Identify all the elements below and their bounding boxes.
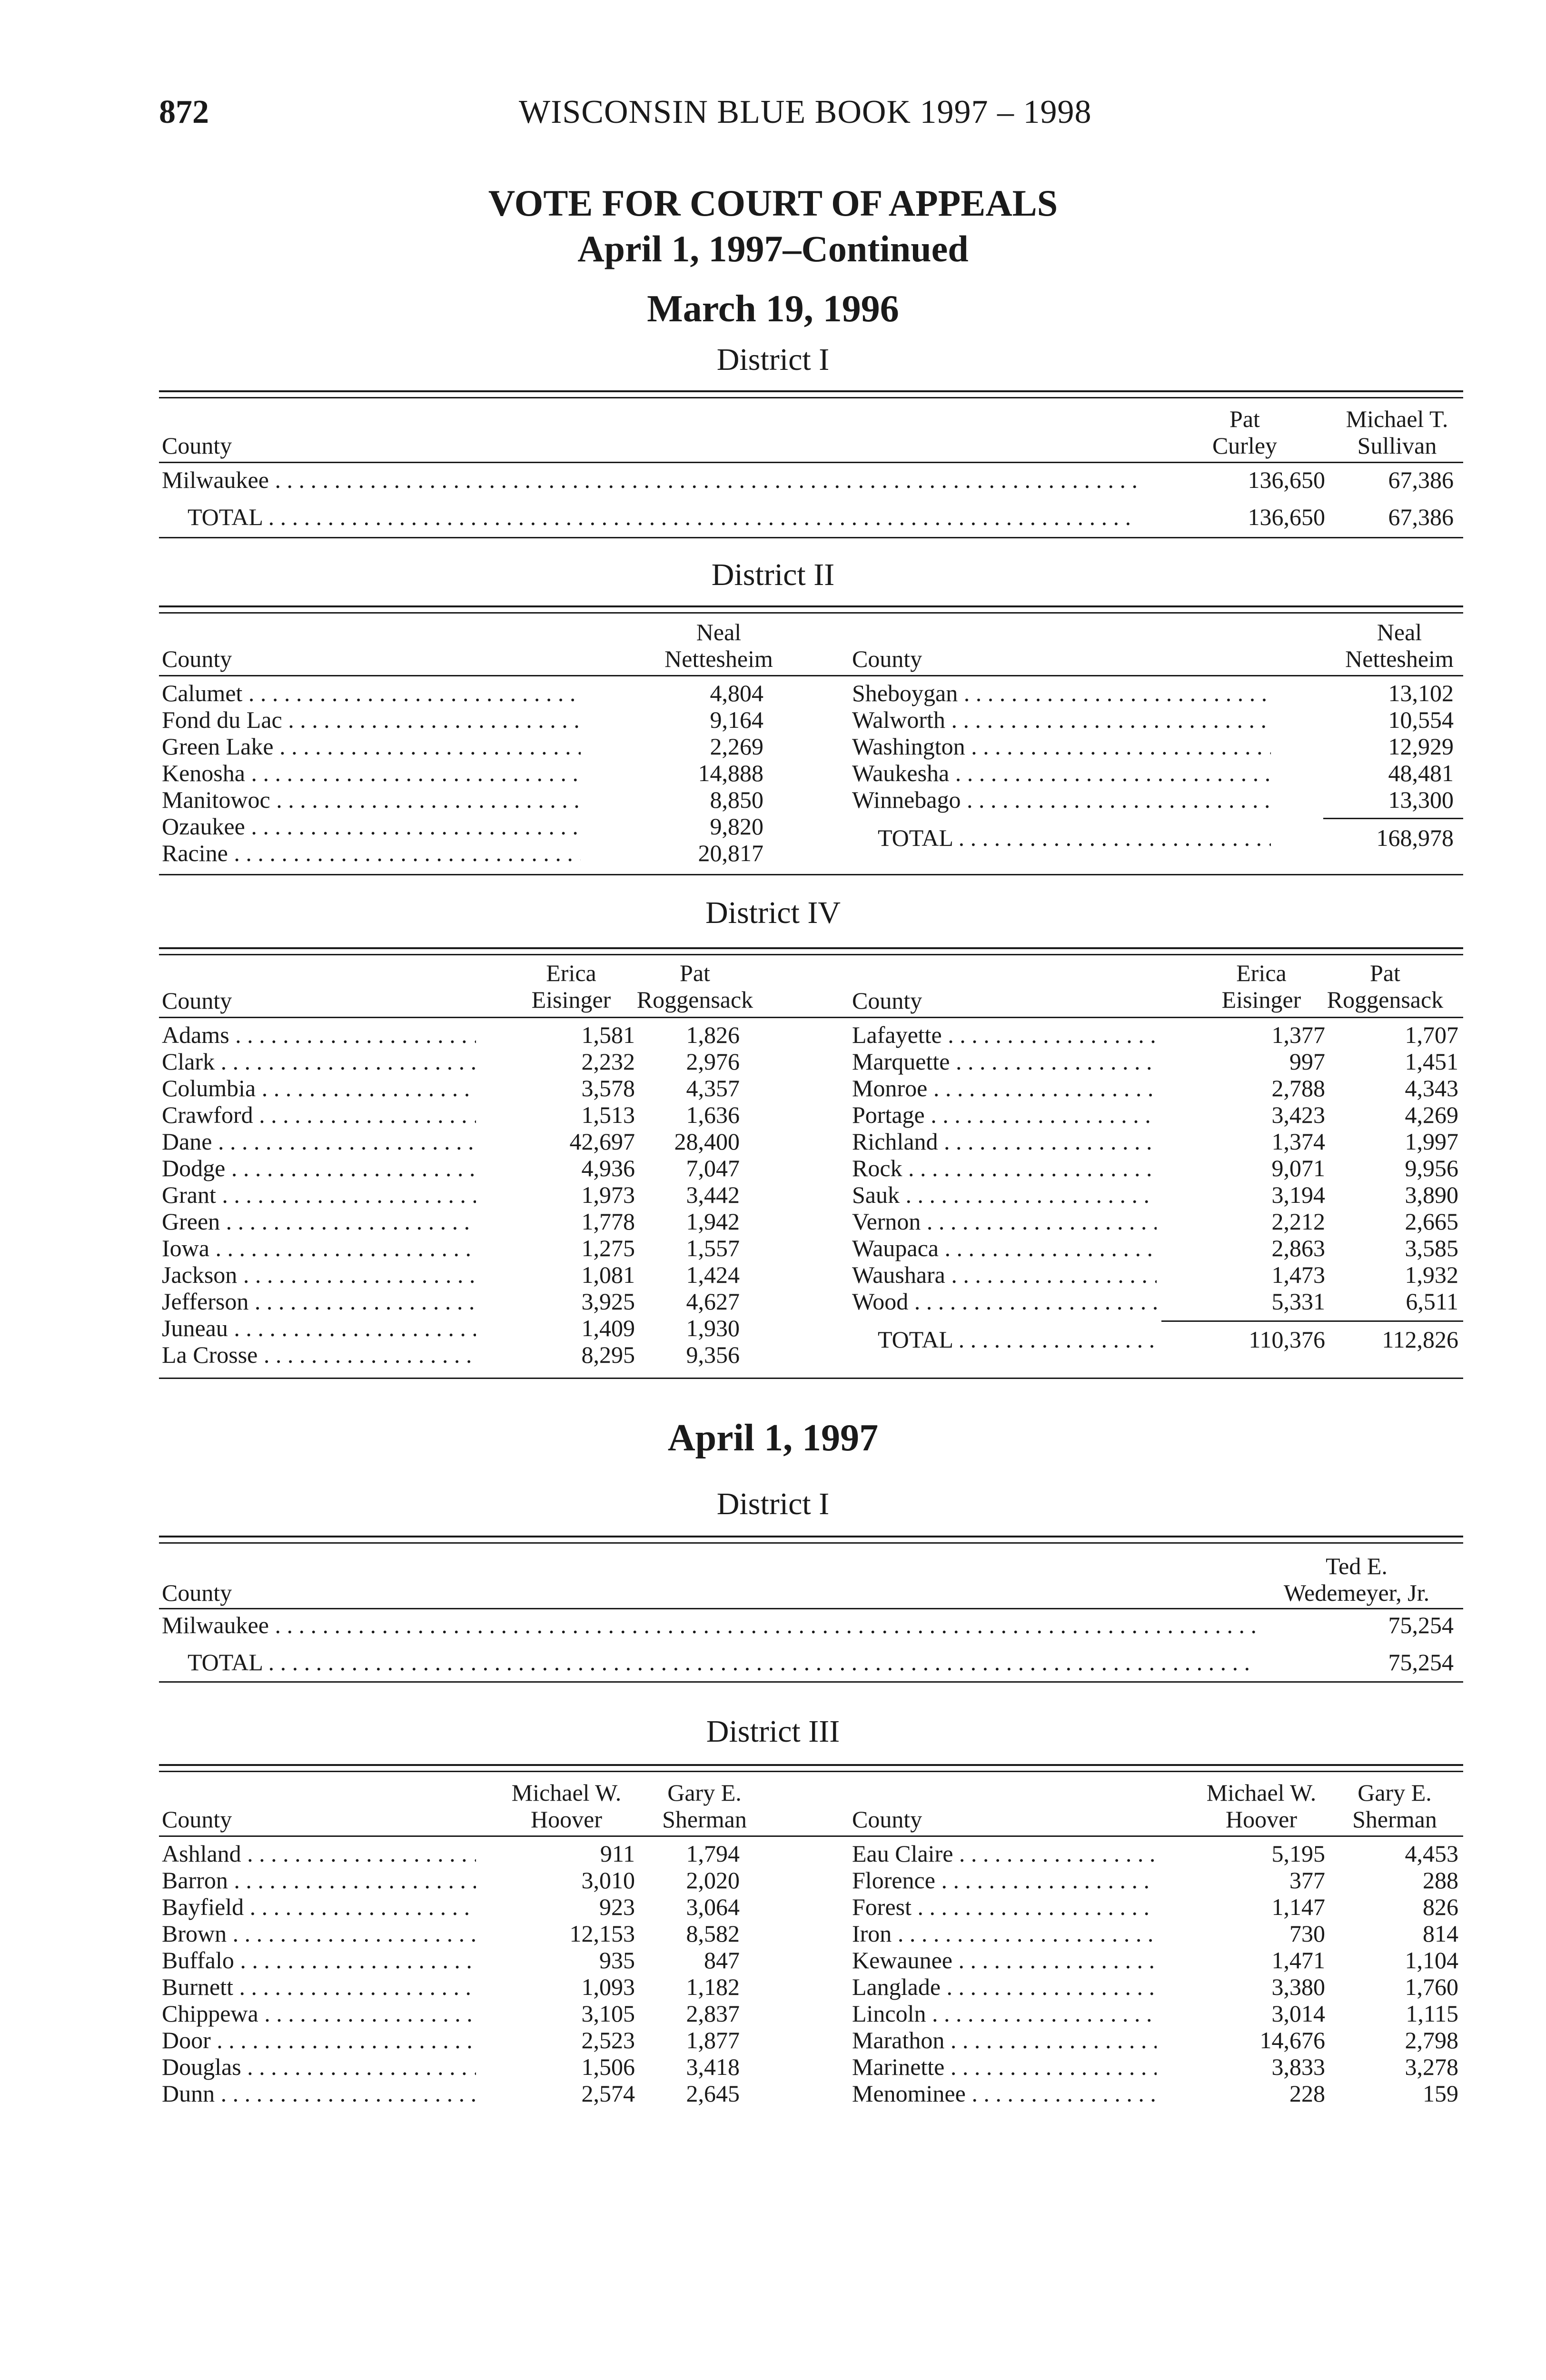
vote-count-candidate-1: 3,833 — [1271, 2053, 1325, 2080]
vote-count-candidate-2: 1,760 — [1405, 1973, 1458, 2000]
vote-count-candidate-1: 935 — [599, 1947, 635, 1973]
table-row — [849, 1128, 1463, 1155]
table-row — [849, 733, 1463, 760]
county-name: Grant . . . — [162, 1181, 476, 1208]
county-name: La Crosse . . . — [162, 1341, 476, 1368]
county-name: Ozaukee . . . — [162, 813, 581, 840]
vote-count-candidate-1: 12,153 — [569, 1920, 635, 1947]
county-name: Manitowoc . . . — [162, 786, 581, 813]
table-row — [849, 680, 1463, 706]
table-row — [159, 1840, 778, 1867]
vote-count-candidate-1: 1,147 — [1271, 1894, 1325, 1920]
table-row — [849, 1235, 1463, 1261]
table-row — [159, 1947, 778, 1973]
vote-count-candidate-2: 159 — [1423, 2080, 1458, 2107]
table-1997-district3-right — [849, 1840, 1463, 2116]
county-name: Clark . . . — [162, 1048, 476, 1075]
vote-count-candidate-2: 1,451 — [1405, 1048, 1458, 1075]
table-row — [849, 2000, 1463, 2027]
county-name: Lafayette . . . — [852, 1021, 1157, 1048]
vote-count-candidate-1: 1,973 — [581, 1181, 635, 1208]
county-name: Barron . . . — [162, 1867, 476, 1894]
vote-count-candidate-2: 8,582 — [686, 1920, 740, 1947]
county-name: Langlade . . . — [852, 1973, 1157, 2000]
header-candidate-eisinger-right: Erica Eisinger — [1221, 960, 1301, 1013]
county-name: Douglas . . . — [162, 2053, 476, 2080]
county-name: Door . . . — [162, 2027, 476, 2053]
county-name: Portage . . . — [852, 1101, 1157, 1128]
vote-count-candidate-2: 9,956 — [1405, 1155, 1458, 1181]
table-row — [159, 2080, 778, 2107]
county-name: Iron . . . — [852, 1920, 1157, 1947]
vote-count-candidate-1: 3,194 — [1271, 1181, 1325, 1208]
county-name: Rock . . . — [852, 1155, 1157, 1181]
county-name: Lincoln . . . — [852, 2000, 1157, 2027]
county-name: Buffalo . . . — [162, 1947, 476, 1973]
table-row — [159, 1235, 778, 1261]
header-candidate-sherman-right: Gary E. Sherman — [1352, 1779, 1437, 1833]
vote-count-candidate-2: 1,557 — [686, 1235, 740, 1261]
table-row — [159, 1894, 778, 1920]
county-name: Monroe . . . — [852, 1075, 1157, 1101]
vote-count-candidate-1: 1,275 — [581, 1235, 635, 1261]
county-name: Ashland . . . — [162, 1840, 476, 1867]
county-name: Jackson . . . — [162, 1261, 476, 1288]
page-subtitle: April 1, 1997–Continued — [577, 228, 969, 269]
table-row — [849, 1155, 1463, 1181]
vote-count: 20,817 — [698, 840, 763, 866]
vote-count-candidate-1: 1,093 — [581, 1973, 635, 2000]
column-header-county-left: County — [162, 987, 232, 1014]
county-name: Waushara . . . — [852, 1261, 1157, 1288]
vote-count-candidate-2: 814 — [1423, 1920, 1458, 1947]
total-label: TOTAL . . . — [188, 504, 1138, 530]
vote-count: 4,804 — [710, 680, 763, 706]
county-name: Florence . . . — [852, 1867, 1157, 1894]
vote-count: 13,102 — [1388, 680, 1454, 706]
vote-count-candidate-1: 1,581 — [581, 1021, 635, 1048]
rule — [159, 1608, 1463, 1609]
vote-count-candidate-2: 4,269 — [1405, 1101, 1458, 1128]
rule — [159, 1764, 1463, 1766]
vote-count-candidate-1: 3,010 — [581, 1867, 635, 1894]
vote-count-candidate-1: 110,376 — [1249, 1326, 1325, 1353]
county-name: Dane . . . — [162, 1128, 476, 1155]
county-name: Forest . . . — [852, 1894, 1157, 1920]
page-number: 872 — [159, 94, 209, 130]
table-row — [159, 1612, 1463, 1638]
column-header-county-left: County — [162, 1806, 232, 1833]
table-row — [849, 1261, 1463, 1288]
column-header-county-right: County — [852, 987, 922, 1014]
vote-count-candidate-2: 2,020 — [686, 1867, 740, 1894]
vote-count: 9,820 — [710, 813, 763, 840]
table-row — [159, 1101, 778, 1128]
vote-count-candidate-1: 2,212 — [1271, 1208, 1325, 1235]
county-name: Green . . . — [162, 1208, 476, 1235]
header-candidate-roggensack-left: Pat Roggensack — [636, 960, 753, 1013]
rule — [159, 1017, 1463, 1018]
county-name: Chippewa . . . — [162, 2000, 476, 2027]
table-row — [159, 733, 778, 760]
vote-count-candidate-2: 3,064 — [686, 1894, 740, 1920]
vote-count-candidate-2: 3,585 — [1405, 1235, 1458, 1261]
vote-count-candidate-2: 1,182 — [686, 1973, 740, 2000]
vote-count: 2,269 — [710, 733, 763, 760]
vote-count-candidate-1: 2,574 — [581, 2080, 635, 2107]
table-1996-district4-left — [159, 1021, 778, 1374]
table-row — [849, 786, 1463, 813]
vote-count-candidate-1: 1,081 — [581, 1261, 635, 1288]
table-row — [159, 466, 1463, 493]
vote-count: 168,978 — [1376, 824, 1454, 851]
header-candidate-eisinger-left: Erica Eisinger — [531, 960, 611, 1013]
table-row — [849, 2053, 1463, 2080]
header-candidate-wedemeyer: Ted E. Wedemeyer, Jr. — [1283, 1553, 1430, 1606]
table-row — [849, 760, 1463, 786]
vote-count-candidate-1: 9,071 — [1271, 1155, 1325, 1181]
vote-count-candidate-1: 1,473 — [1271, 1261, 1325, 1288]
vote-count-candidate-1: 3,925 — [581, 1288, 635, 1315]
vote-count-candidate-2: 3,278 — [1405, 2053, 1458, 2080]
table-row — [159, 1315, 778, 1341]
county-name: Bayfield . . . — [162, 1894, 476, 1920]
county-name: Jefferson . . . — [162, 1288, 476, 1315]
vote-count-candidate-2: 1,942 — [686, 1208, 740, 1235]
county-name: Waukesha . . . — [852, 760, 1271, 786]
table-row — [159, 1208, 778, 1235]
vote-count-candidate-2: 826 — [1423, 1894, 1458, 1920]
table-1996-district1 — [159, 466, 1463, 533]
rule — [159, 874, 1463, 875]
county-name: Winnebago . . . — [852, 786, 1271, 813]
vote-count-candidate-1: 5,331 — [1271, 1288, 1325, 1315]
table-row — [159, 1021, 778, 1048]
vote-count-candidate-2: 4,343 — [1405, 1075, 1458, 1101]
county-name: Kenosha . . . — [162, 760, 581, 786]
table-1996-district2-right — [849, 680, 1463, 870]
table-row — [159, 2000, 778, 2027]
table-row — [159, 2027, 778, 2053]
vote-count-candidate-2: 6,511 — [1406, 1288, 1458, 1315]
vote-count-candidate-1: 4,936 — [581, 1155, 635, 1181]
rule — [159, 397, 1463, 398]
table-row — [849, 2027, 1463, 2053]
table-row — [159, 1341, 778, 1368]
column-header-county-left: County — [162, 645, 232, 672]
vote-count-candidate-1: 3,014 — [1271, 2000, 1325, 2027]
date-heading-1997: April 1, 1997 — [667, 1417, 879, 1459]
vote-count-candidate-1: 730 — [1289, 1920, 1325, 1947]
county-name: Crawford . . . — [162, 1101, 476, 1128]
table-row-total — [159, 504, 1463, 530]
rule — [159, 462, 1463, 463]
table-row — [159, 813, 778, 840]
vote-count-candidate-1: 2,523 — [581, 2027, 635, 2053]
total-label: TOTAL . . . — [878, 1326, 1157, 1353]
vote-count-candidate-2: 4,357 — [686, 1075, 740, 1101]
vote-count-candidate-2: 3,442 — [686, 1181, 740, 1208]
county-name: Fond du Lac . . . — [162, 706, 581, 733]
table-row — [849, 1288, 1463, 1315]
vote-count-candidate-2: 67,386 — [1388, 504, 1454, 530]
column-header-county: County — [162, 1579, 232, 1606]
table-1997-district3-left — [159, 1840, 778, 2116]
county-name: Iowa . . . — [162, 1235, 476, 1261]
vote-count-candidate-1: 2,788 — [1271, 1075, 1325, 1101]
table-row — [849, 1973, 1463, 2000]
vote-count: 48,481 — [1388, 760, 1454, 786]
county-name: Waupaca . . . — [852, 1235, 1157, 1261]
county-name: Milwaukee . . . — [162, 1612, 1257, 1638]
vote-count: 10,554 — [1388, 706, 1454, 733]
vote-count: 12,929 — [1388, 733, 1454, 760]
vote-count-candidate-2: 112,826 — [1382, 1326, 1458, 1353]
rule — [1323, 818, 1463, 819]
header-candidate-hoover-right: Michael W. Hoover — [1206, 1779, 1317, 1833]
rule — [159, 954, 1463, 955]
vote-count-candidate-1: 997 — [1289, 1048, 1325, 1075]
county-name: Vernon . . . — [852, 1208, 1157, 1235]
table-row — [849, 1920, 1463, 1947]
header-candidate-curley: Pat Curley — [1212, 406, 1278, 459]
vote-count-candidate-2: 847 — [704, 1947, 740, 1973]
header-candidate-hoover-left: Michael W. Hoover — [511, 1779, 622, 1833]
table-row — [159, 760, 778, 786]
county-name: Marinette . . . — [852, 2053, 1157, 2080]
table-row — [159, 840, 778, 866]
column-header-county: County — [162, 432, 232, 459]
header-candidate-sherman-left: Gary E. Sherman — [662, 1779, 747, 1833]
table-row — [159, 1920, 778, 1947]
vote-count: 75,254 — [1388, 1612, 1454, 1638]
table-row — [159, 1261, 778, 1288]
county-name: Calumet . . . — [162, 680, 581, 706]
vote-count-candidate-2: 1,424 — [686, 1261, 740, 1288]
rule — [159, 1771, 1463, 1772]
vote-count-candidate-1: 1,374 — [1271, 1128, 1325, 1155]
county-name: Juneau . . . — [162, 1315, 476, 1341]
rule — [159, 1835, 1463, 1837]
vote-count-candidate-2: 9,356 — [686, 1341, 740, 1368]
rule — [159, 947, 1463, 949]
table-row — [849, 1840, 1463, 1867]
vote-count-candidate-1: 1,506 — [581, 2053, 635, 2080]
table-row — [159, 706, 778, 733]
page-title: VOTE FOR COURT OF APPEALS — [488, 182, 1058, 224]
table-row — [159, 1867, 778, 1894]
county-name: Green Lake . . . — [162, 733, 581, 760]
table-row — [849, 1075, 1463, 1101]
vote-count-candidate-2: 1,932 — [1405, 1261, 1458, 1288]
vote-count: 9,164 — [710, 706, 763, 733]
vote-count-candidate-1: 3,578 — [581, 1075, 635, 1101]
vote-count-candidate-1: 377 — [1289, 1867, 1325, 1894]
vote-count: 8,850 — [710, 786, 763, 813]
table-row — [159, 1973, 778, 2000]
table-row — [159, 786, 778, 813]
vote-count-candidate-2: 1,115 — [1406, 2000, 1458, 2027]
vote-count: 13,300 — [1388, 786, 1454, 813]
vote-count-candidate-2: 2,976 — [686, 1048, 740, 1075]
table-row — [849, 1867, 1463, 1894]
total-label: TOTAL . . . — [878, 824, 1271, 851]
district-heading-1996-d2: District II — [711, 557, 835, 592]
vote-count-candidate-1: 1,377 — [1271, 1021, 1325, 1048]
vote-count-candidate-2: 2,645 — [686, 2080, 740, 2107]
rule — [159, 1681, 1463, 1683]
county-name: Burnett . . . — [162, 1973, 476, 2000]
rule — [159, 675, 1463, 676]
table-row — [849, 1048, 1463, 1075]
vote-count-candidate-1: 1,409 — [581, 1315, 635, 1341]
table-row — [159, 1288, 778, 1315]
county-name: Eau Claire . . . — [852, 1840, 1157, 1867]
total-label: TOTAL . . . — [188, 1649, 1257, 1676]
vote-count-candidate-2: 1,794 — [686, 1840, 740, 1867]
vote-count: 75,254 — [1388, 1649, 1454, 1676]
county-name: Kewaunee . . . — [852, 1947, 1157, 1973]
column-header-county-right: County — [852, 1806, 922, 1833]
rule — [159, 1536, 1463, 1537]
table-row — [849, 1947, 1463, 1973]
vote-count-candidate-1: 136,650 — [1248, 504, 1325, 530]
vote-count-candidate-2: 2,665 — [1405, 1208, 1458, 1235]
vote-count-candidate-1: 3,423 — [1271, 1101, 1325, 1128]
county-name: Washington . . . — [852, 733, 1271, 760]
county-name: Menominee . . . — [852, 2080, 1157, 2107]
table-row — [849, 1894, 1463, 1920]
county-name: Dunn . . . — [162, 2080, 476, 2107]
table-1996-district2-left — [159, 680, 778, 870]
vote-count-candidate-2: 1,930 — [686, 1315, 740, 1341]
rule — [1161, 1320, 1463, 1322]
table-row — [849, 1021, 1463, 1048]
county-name: Columbia . . . — [162, 1075, 476, 1101]
table-row — [159, 680, 778, 706]
vote-count-candidate-1: 911 — [600, 1840, 635, 1867]
county-name: Richland . . . — [852, 1128, 1157, 1155]
vote-count-candidate-1: 136,650 — [1248, 466, 1325, 493]
table-row — [849, 1101, 1463, 1128]
county-name: Racine . . . — [162, 840, 581, 866]
vote-count-candidate-2: 1,826 — [686, 1021, 740, 1048]
vote-count-candidate-1: 2,232 — [581, 1048, 635, 1075]
vote-count-candidate-2: 2,837 — [686, 2000, 740, 2027]
county-name: Marathon . . . — [852, 2027, 1157, 2053]
vote-count: 14,888 — [698, 760, 763, 786]
table-row — [159, 1155, 778, 1181]
table-row — [159, 1181, 778, 1208]
table-row — [159, 1128, 778, 1155]
vote-count-candidate-2: 28,400 — [674, 1128, 740, 1155]
table-row-total — [849, 1326, 1463, 1353]
header-candidate-nettesheim-left: Neal Nettesheim — [664, 619, 773, 672]
vote-count-candidate-1: 1,513 — [581, 1101, 635, 1128]
table-row — [849, 1181, 1463, 1208]
county-name: Adams . . . — [162, 1021, 476, 1048]
table-row — [849, 706, 1463, 733]
rule — [159, 612, 1463, 614]
district-heading-1997-d3: District III — [706, 1714, 840, 1749]
table-row — [159, 2053, 778, 2080]
table-row-total — [849, 824, 1463, 851]
vote-count-candidate-2: 1,877 — [686, 2027, 740, 2053]
county-name: Brown . . . — [162, 1920, 476, 1947]
vote-count-candidate-1: 228 — [1289, 2080, 1325, 2107]
rule — [159, 1542, 1463, 1544]
vote-count-candidate-2: 4,627 — [686, 1288, 740, 1315]
county-name: Marquette . . . — [852, 1048, 1157, 1075]
vote-count-candidate-1: 5,195 — [1271, 1840, 1325, 1867]
rule — [159, 605, 1463, 607]
county-name: Sheboygan . . . — [852, 680, 1271, 706]
vote-count-candidate-1: 1,778 — [581, 1208, 635, 1235]
header-candidate-roggensack-right: Pat Roggensack — [1327, 960, 1444, 1013]
county-name: Dodge . . . — [162, 1155, 476, 1181]
vote-count-candidate-2: 4,453 — [1405, 1840, 1458, 1867]
header-candidate-sullivan: Michael T. Sullivan — [1346, 406, 1448, 459]
date-heading-1996: March 19, 1996 — [647, 288, 899, 330]
vote-count-candidate-1: 8,295 — [581, 1341, 635, 1368]
table-row — [159, 1048, 778, 1075]
vote-count-candidate-2: 288 — [1423, 1867, 1458, 1894]
header-candidate-nettesheim-right: Neal Nettesheim — [1345, 619, 1454, 672]
vote-count-candidate-2: 3,418 — [686, 2053, 740, 2080]
rule — [159, 390, 1463, 392]
district-heading-1996-d1: District I — [716, 342, 830, 377]
vote-count-candidate-2: 2,798 — [1405, 2027, 1458, 2053]
vote-count-candidate-2: 1,636 — [686, 1101, 740, 1128]
table-row — [849, 1208, 1463, 1235]
vote-count-candidate-1: 42,697 — [569, 1128, 635, 1155]
vote-count-candidate-2: 67,386 — [1388, 466, 1454, 493]
table-row-total — [159, 1649, 1463, 1676]
vote-count-candidate-2: 7,047 — [686, 1155, 740, 1181]
county-name: Milwaukee . . . — [162, 466, 1138, 493]
column-header-county-right: County — [852, 645, 922, 672]
rule — [159, 537, 1463, 538]
vote-count-candidate-1: 3,105 — [581, 2000, 635, 2027]
county-name: Wood . . . — [852, 1288, 1157, 1315]
district-heading-1997-d1: District I — [716, 1487, 830, 1521]
vote-count-candidate-1: 1,471 — [1271, 1947, 1325, 1973]
rule — [159, 1378, 1463, 1379]
vote-count-candidate-1: 14,676 — [1259, 2027, 1325, 2053]
table-row — [159, 1075, 778, 1101]
vote-count-candidate-2: 1,997 — [1405, 1128, 1458, 1155]
vote-count-candidate-2: 1,707 — [1405, 1021, 1458, 1048]
county-name: Walworth . . . — [852, 706, 1271, 733]
vote-count-candidate-1: 923 — [599, 1894, 635, 1920]
county-name: Sauk . . . — [852, 1181, 1157, 1208]
vote-count-candidate-2: 1,104 — [1405, 1947, 1458, 1973]
table-1997-district1 — [159, 1612, 1463, 1688]
vote-count-candidate-1: 2,863 — [1271, 1235, 1325, 1261]
district-heading-1996-d4: District IV — [705, 895, 841, 930]
table-row — [849, 2080, 1463, 2107]
vote-count-candidate-1: 3,380 — [1271, 1973, 1325, 2000]
vote-count-candidate-2: 3,890 — [1405, 1181, 1458, 1208]
running-head: WISCONSIN BLUE BOOK 1997 – 1998 — [519, 94, 1092, 130]
